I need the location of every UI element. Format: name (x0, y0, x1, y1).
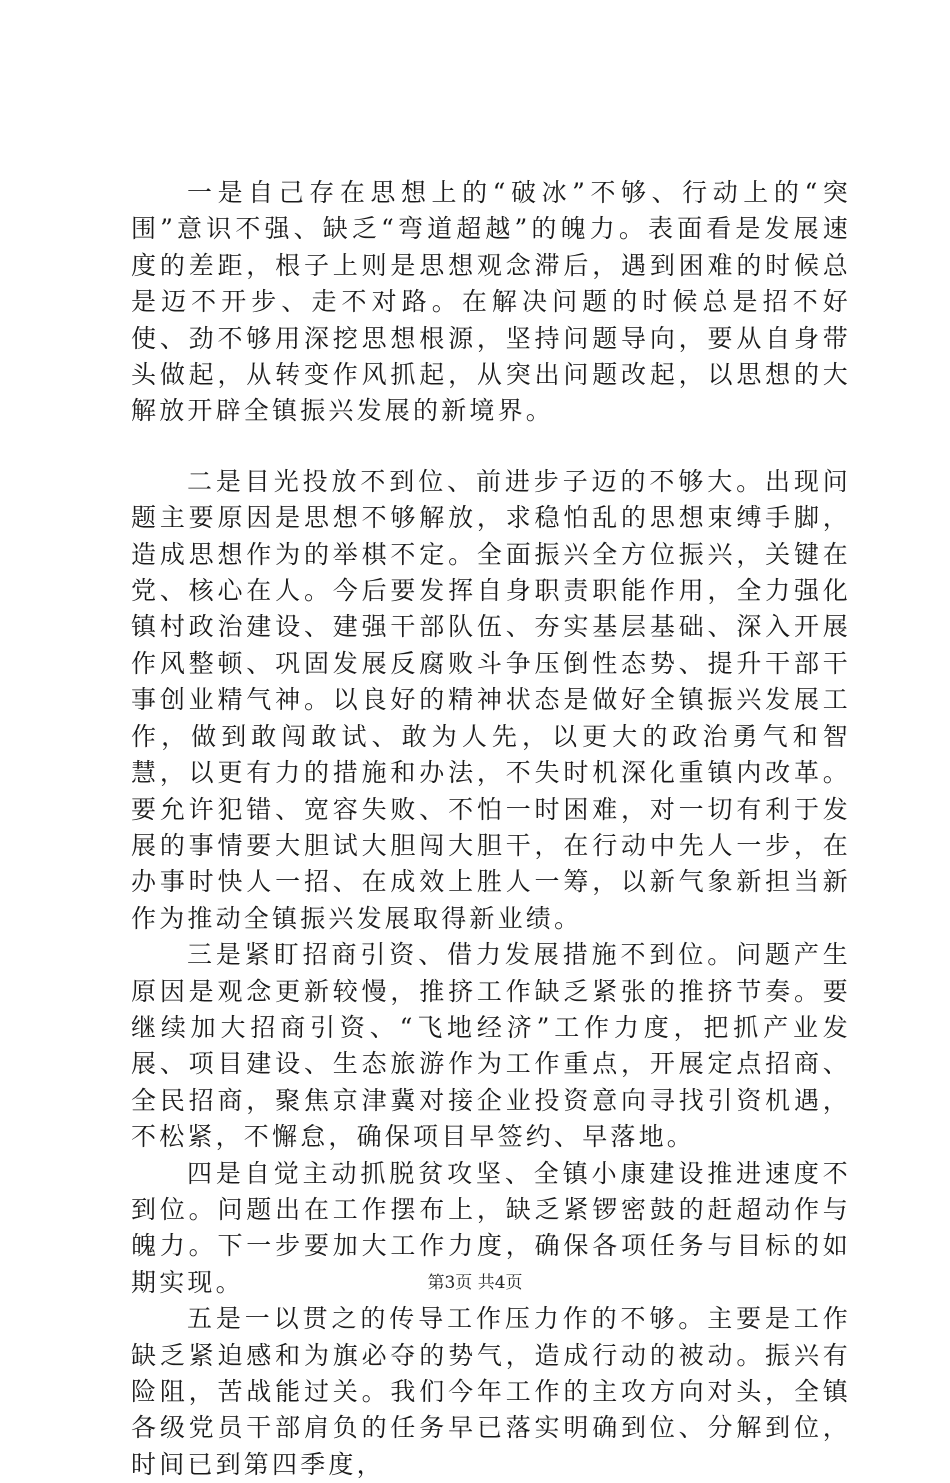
paragraph-1: 一是自己存在思想上的“破冰”不够、行动上的“突围”意识不强、缺乏“弯道超越”的魄力。表面看是发展速度的差距，根子上则是思想观念滞后，遇到困难的时候总是迈不开步、走不对路。在解决问题的时候总是招不好使、劲不够用深挖思想根源，坚持问题导向，要从自身带头做起，从转变作风抓起，从突出问题改起，以思想的大解放开辟全镇振兴发展的新境界。 (131, 178, 851, 426)
page-footer: 第3页 共4页 (427, 1273, 523, 1293)
paragraph-4: 四是自觉主动抓脱贫攻坚、全镇小康建设推进速度不到位。问题出在工作摆布上，缺乏紧锣密鼓的赶超动作与魄力。下一步要加大工作力度，确保各项任务与目标的如期实现。 (131, 1158, 851, 1297)
paragraph-3: 三是紧盯招商引资、借力发展措施不到位。问题产生原因是观念更新较慢，推挤工作缺乏紧张的推挤节奏。要继续加大招商引资、“飞地经济”工作力度，把抓产业发展、项目建设、生态旅游作为工作重点，开展定点招商、全民招商，聚焦京津冀对接企业投资意向寻找引资机遇，不松紧，不懈怠，确保项目早签约、早落地。 (131, 940, 851, 1152)
paragraph-2: 二是目光投放不到位、前进步子迈的不够大。出现问题主要原因是思想不够解放，求稳怕乱的思想束缚手脚，造成思想作为的举棋不定。全面振兴全方位振兴，关键在党、核心在人。今后要发挥自身职责职能作用，全力强化镇村政治建设、建强干部队伍、夯实基层基础、深入开展作风整顿、巩固发展反腐败斗争压倒性态势、提升干部干事创业精气神。以良好的精神状态是做好全镇振兴发展工作，做到敢闯敢试、敢为人先，以更大的政治勇气和智慧，以更有力的措施和办法，不失时机深化重镇内改革。要允许犯错、宽容失败、不怕一时困难，对一切有利于发展的事情要大胆试大胆闯大胆干，在行动中先人一步，在办事时快人一招、在成效上胜人一筹，以新气象新担当新作为推动全镇振兴发展取得新业绩。 (131, 466, 851, 933)
paragraph-5: 五是一以贯之的传导工作压力作的不够。主要是工作缺乏紧迫感和为旗必夺的势气，造成行动的被动。振兴有险阻，苦战能过关。我们今年工作的主攻方向对头，全镇各级党员干部肩负的任务早已落实明确到位、分解到位，时间已到第四季度， (131, 1304, 851, 1479)
